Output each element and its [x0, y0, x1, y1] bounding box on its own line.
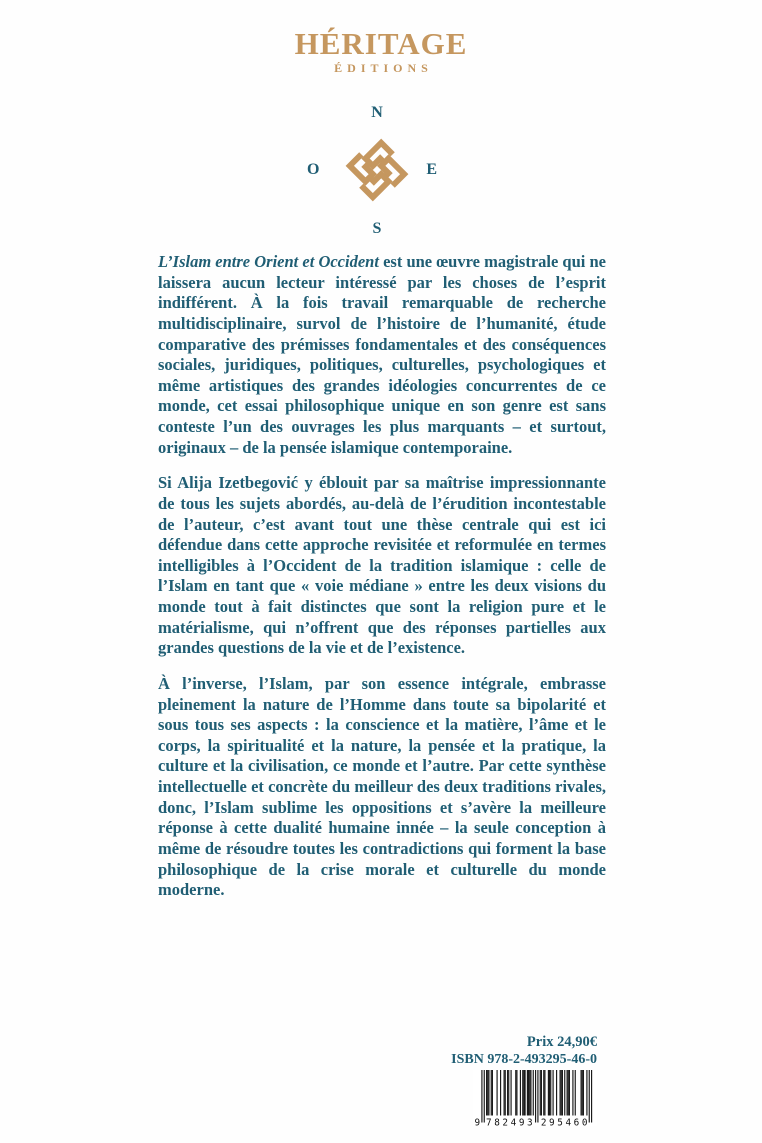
book-title-italic: L’Islam entre Orient et Occident	[158, 252, 379, 271]
price-isbn-block	[451, 1034, 597, 1131]
price-label: Prix 24,90€	[526, 1034, 597, 1050]
arabesque-knot-icon	[340, 133, 414, 207]
svg-text:9: 9	[474, 1117, 481, 1126]
isbn-label: ISBN 978-2-493295-46-0	[451, 1051, 597, 1067]
compass-east-label: E	[426, 161, 437, 178]
compass-west-label: O	[307, 161, 320, 178]
synopsis-paragraph-1-text: est une œuvre magistrale qui ne laissera aucun lecteur intéressé par les choses de l’esprit indifférent. À la fois travail remarquable de recherche multidisciplinaire, survol de l’histoire de l’humanité, étude comparative des prémisses fondamentales et des conséquences sociales, juridiques, politiques, culturelles, psychologiques et même artistiques des grandes idéologies concurrentes de ce monde, cet essai philosophique unique en son genre est sans conteste l’un des ouvrages les plus marquants – et surtout, originaux – de la pensée islamique contemporaine.	[158, 252, 606, 457]
compass-north-label: N	[371, 104, 383, 121]
synopsis	[158, 252, 606, 916]
compass-rose	[307, 100, 447, 240]
synopsis-paragraph-2: Si Alija Izetbegović y éblouit par sa maîtrise impressionnante de tous les sujets abordés, au-delà de l’érudition incontestable de l’auteur, c’est avant tout une thèse centrale qui est ici défendue dans cette approche revisitée et reformulée en termes intelligibles à l’Occident de la tradition islamique : celle de l’Islam en tant que « voie médiane » entre les deux visions du monde tout à fait distinctes que sont la religion pure et le matérialisme, qui n’offrent que des réponses partielles aux grandes questions de la vie et de l’existence.	[158, 473, 606, 658]
barcode	[473, 1070, 597, 1126]
synopsis-paragraph-1	[158, 252, 606, 458]
publisher-subtitle: ÉDITIONS	[334, 61, 433, 75]
publisher-logo	[0, 28, 762, 74]
compass-south-label: S	[372, 220, 382, 237]
svg-text:782493: 782493	[486, 1117, 533, 1126]
svg-text:295460: 295460	[540, 1117, 588, 1126]
barcode-svg	[473, 1070, 597, 1126]
synopsis-paragraph-3: À l’inverse, l’Islam, par son essence intégrale, embrasse pleinement la nature de l’Homme dans toute sa bipolarité et sous tous ses aspects : la conscience et la matière, l’âme et le corps, la spiritualité et la nature, la pensée et la pratique, la culture et la civilisation, ce monde et l’autre. Par cette synthèse intellectuelle et concrète du meilleur des deux traditions rivales, donc, l’Islam sublime les oppositions et s’avère la meilleure réponse à cette dualité humaine innée – la seule conception à même de résoudre toutes les contradictions qui forment la base philosophique de la crise morale et culturelle du monde moderne.	[158, 673, 606, 900]
publisher-name: HÉRITAGE	[294, 26, 468, 61]
